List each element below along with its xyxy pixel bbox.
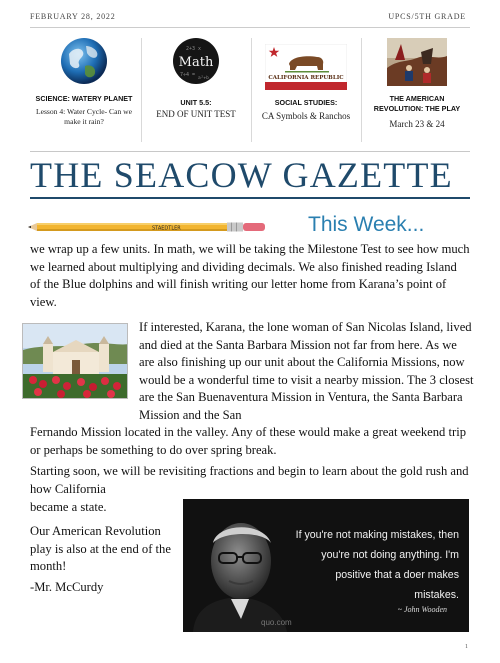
feature-divider <box>141 38 142 142</box>
newsletter-title: THE SEACOW GAZETTE <box>30 155 453 195</box>
issue-date: FEBRUARY 28, 2022 <box>30 12 116 21</box>
feature-math <box>144 36 248 146</box>
masthead-bottom-rule <box>30 197 470 199</box>
feature-math-subtitle: END OF UNIT TEST <box>156 109 236 119</box>
paragraph-fractions-continued: became a state. <box>30 500 107 514</box>
header-divider <box>30 27 470 28</box>
pencil-image <box>28 220 272 232</box>
feature-science-title: SCIENCE: WATERY PLANET <box>35 94 133 103</box>
feature-revolution-subtitle: March 23 & 24 <box>389 119 445 129</box>
feature-science <box>30 36 138 146</box>
quote-text: If you're not making mistakes, then you're not doing anything. I'm positive that a doer makes mistakes. <box>295 529 459 601</box>
math-image-label: Math <box>178 55 214 70</box>
feature-revolution <box>364 36 470 146</box>
pencil-brand: STAEDTLER <box>152 225 181 232</box>
feature-social-studies <box>254 36 358 146</box>
quote-watermark: quo.com <box>261 618 292 627</box>
santa-barbara-mission-image <box>22 323 128 399</box>
earth-globe-image <box>59 36 109 91</box>
quote-card <box>183 499 469 632</box>
revolution-painting-image <box>387 38 447 91</box>
page-header <box>0 0 500 30</box>
feature-social-title: SOCIAL STUDIES: <box>274 98 338 107</box>
paragraph-missions: If interested, Karana, the lone woman of San Nicolas Island, lived and died at the Santa Barbara Mission not far from here. As we are also finishing up our unit about the California Missions, now would be a wonderful time to visit a nearby mission. The 3 closest are the San Buenaventura Mission in Ventura, the Santa Barbara Mission and the San <box>139 320 474 422</box>
paragraph-missions-continued: Fernando Mission located in the valley. Any of these would make a great weekend trip or perhaps be something to do over spring break. <box>30 425 466 457</box>
paragraph-play: Our American Revolution play is also at the end of the month! <box>30 524 171 573</box>
svg-text:7÷4 =: 7÷4 = <box>180 72 196 78</box>
feature-science-subtitle: Lesson 4: Water Cycle- Can we make it rain? <box>35 107 133 126</box>
paragraph-units: we wrap up a few units. In math, we will be taking the Milestone Test to see how much we learned about multiplying and dividing decimals. We also finished reading Island of the Blue dolphins and will finish writing our letter home from Karana’s point of view. <box>30 242 470 309</box>
feature-math-title: UNIT 5.5: <box>180 98 212 107</box>
feature-strip <box>30 30 470 148</box>
quote-attribution: ~ John Wooden <box>397 605 447 614</box>
svg-text:2+3 x: 2+3 x <box>186 46 202 52</box>
flag-caption: CALIFORNIA REPUBLIC <box>268 75 344 81</box>
svg-text:a²+b: a²+b <box>198 76 209 81</box>
section-heading: This Week... <box>308 213 425 236</box>
california-flag-image <box>265 44 347 95</box>
paragraph-fractions: Starting soon, we will be revisiting fractions and begin to learn about the gold rush and how California <box>30 464 469 496</box>
feature-social-subtitle: CA Symbols & Ranchos <box>261 111 351 121</box>
page-number: 1 <box>465 644 468 650</box>
feature-revolution-title: THE AMERICAN REVOLUTION: THE PLAY <box>373 94 461 113</box>
math-chalkboard-image <box>171 36 221 91</box>
signoff: -Mr. McCurdy <box>30 580 104 594</box>
feature-divider <box>361 38 362 142</box>
masthead-top-rule <box>30 151 470 152</box>
grade-label: UPCS/5TH GRADE <box>388 12 466 21</box>
feature-divider <box>251 38 252 142</box>
